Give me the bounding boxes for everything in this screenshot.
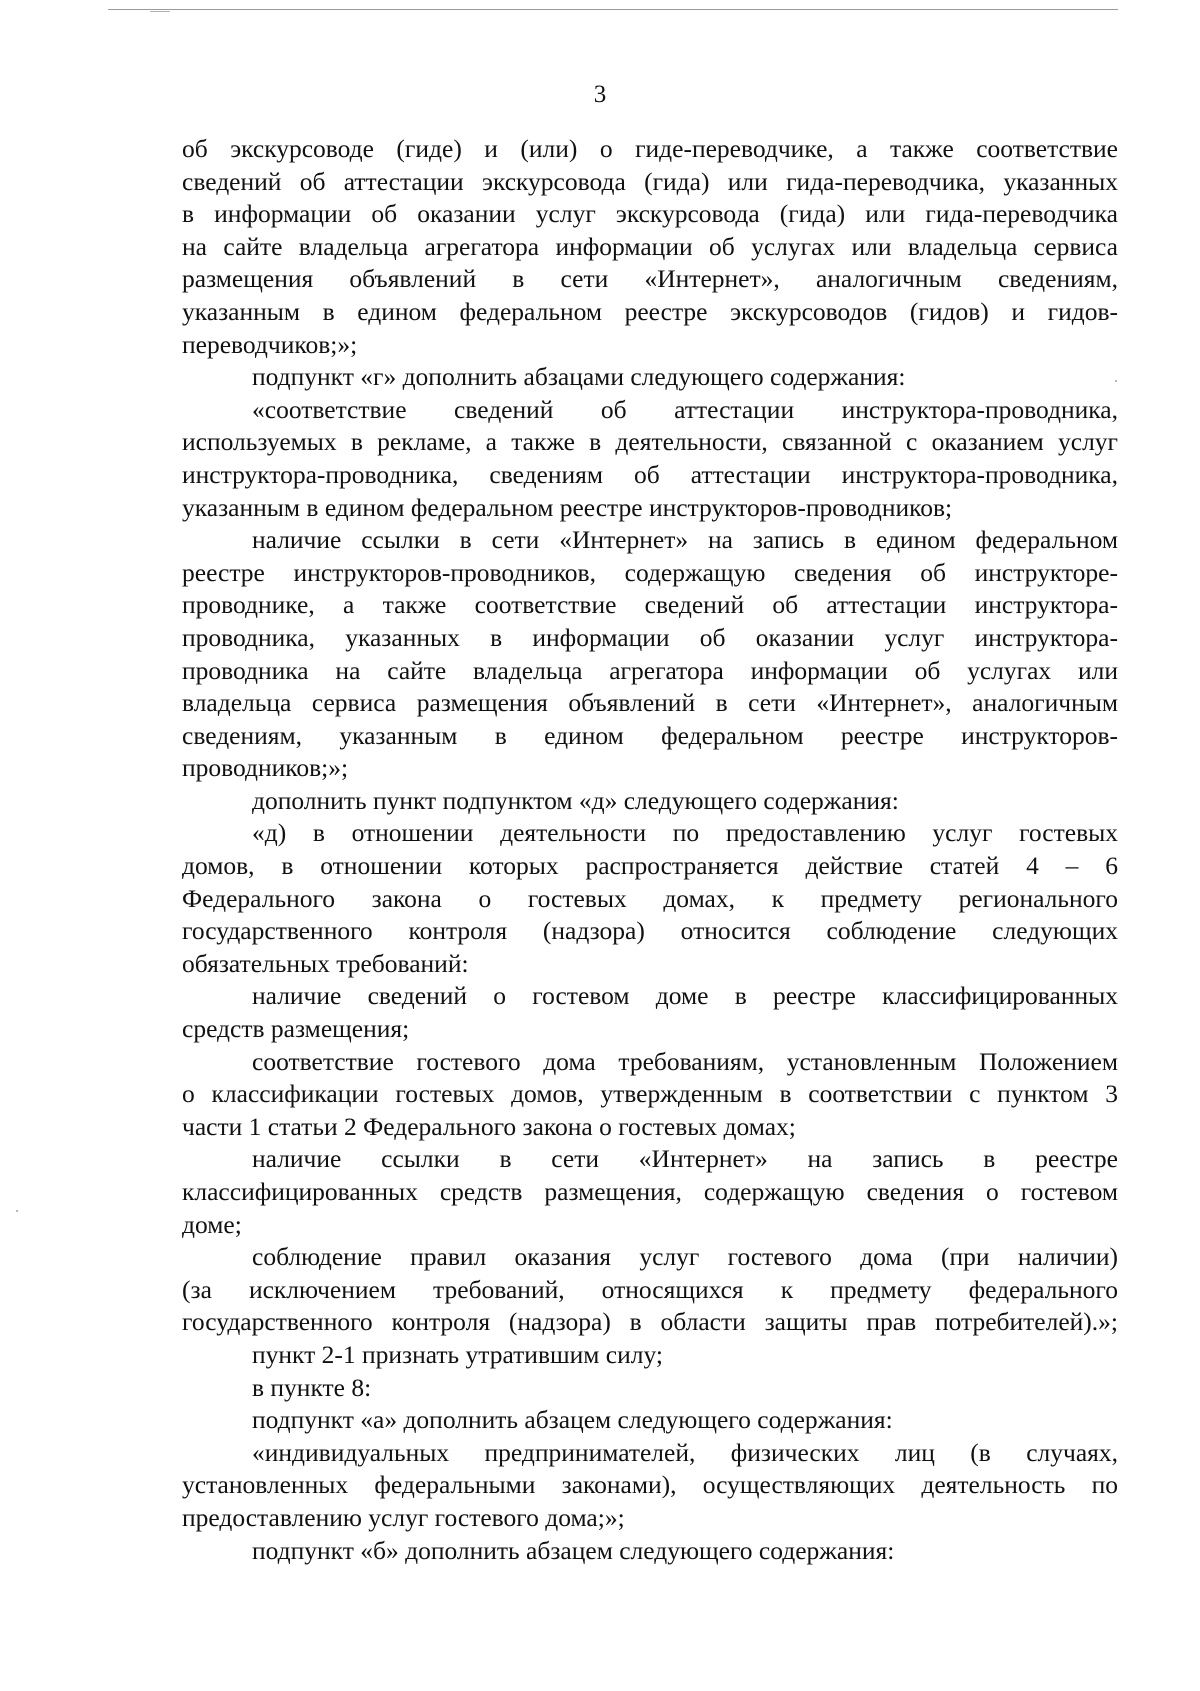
text-line: переводчиков;»; xyxy=(182,329,358,359)
document-body xyxy=(182,133,1118,1567)
text-line: реестре инструкторов-проводников, содержащую сведения об инструкторе- xyxy=(182,557,1118,587)
text-line: в пункте 8: xyxy=(252,1372,372,1402)
text-line: предоставлению услуг гостевого дома;»; xyxy=(182,1502,625,1532)
text-line: подпункт «а» дополнить абзацем следующего содержания: xyxy=(252,1405,893,1435)
text-line: сведений об аттестации экскурсовода (гида) или гида-переводчика, указанных xyxy=(182,166,1118,196)
text-line: части 1 статьи 2 Федерального закона о гостевых домах; xyxy=(182,1111,796,1141)
paragraph xyxy=(182,1143,1118,1241)
text-line: (за исключением требований, относящихся к предмету федерального xyxy=(182,1274,1118,1304)
text-line: в информации об оказании услуг экскурсовода (гида) или гида-переводчика xyxy=(182,199,1118,229)
text-line: указанным в едином федеральном реестре инструкторов-проводников; xyxy=(182,492,953,522)
text-line: проводника, указанных в информации об оказании услуг инструктора- xyxy=(182,622,1118,652)
text-line: «индивидуальных предпринимателей, физических лиц (в случаях, xyxy=(252,1437,1118,1467)
text-line: Федерального закона о гостевых домах, к предмету регионального xyxy=(182,883,1118,913)
text-line: наличие ссылки в сети «Интернет» на запись в реестре xyxy=(252,1144,1118,1174)
paragraph xyxy=(182,1241,1118,1339)
text-line: подпункт «б» дополнить абзацем следующего содержания: xyxy=(252,1535,895,1565)
text-line: владельца сервиса размещения объявлений в сети «Интернет», аналогичным xyxy=(182,688,1118,718)
text-line: классифицированных средств размещения, содержащую сведения о гостевом xyxy=(182,1177,1118,1206)
text-line: средств размещения; xyxy=(182,1014,410,1044)
scan-edge-line xyxy=(108,9,1118,10)
text-line: государственного контроля (надзора) относится соблюдение следующих xyxy=(182,916,1118,946)
text-line: установленных федеральными законами), осуществляющих деятельность по xyxy=(182,1470,1118,1500)
text-line: проводников;»; xyxy=(182,753,349,783)
text-line: «соответствие сведений об аттестации инструктора-проводника, xyxy=(252,394,1118,424)
paragraph xyxy=(182,1437,1118,1535)
text-line: наличие ссылки в сети «Интернет» на запись в едином федеральном xyxy=(252,525,1118,555)
scan-speck xyxy=(16,1210,18,1212)
paragraph xyxy=(182,361,1118,394)
text-line: об экскурсоводе (гиде) и (или) о гиде-переводчике, а также соответствие xyxy=(182,134,1118,163)
scan-edge-mark xyxy=(150,11,170,12)
text-line: соответствие гостевого дома требованиям, установленным Положением xyxy=(252,1046,1118,1076)
paragraph xyxy=(182,524,1118,785)
page-number: 3 xyxy=(593,81,607,108)
text-line: проводника на сайте владельца агрегатора информации об услугах или xyxy=(182,655,1118,685)
paragraph xyxy=(182,1046,1118,1144)
text-line: указанным в едином федеральном реестре экскурсоводов (гидов) и гидов- xyxy=(182,296,1118,326)
paragraph xyxy=(182,394,1118,524)
text-line: «д) в отношении деятельности по предоставлению услуг гостевых xyxy=(252,818,1118,848)
text-line: на сайте владельца агрегатора информации об услугах или владельца сервиса xyxy=(182,231,1118,261)
text-line: о классификации гостевых домов, утвержденным в соответствии с пунктом 3 xyxy=(182,1079,1118,1109)
text-line: проводнике, а также соответствие сведений об аттестации инструктора- xyxy=(182,590,1118,620)
text-line: наличие сведений о гостевом доме в реестре классифицированных xyxy=(252,981,1118,1011)
paragraph xyxy=(182,1339,1118,1372)
text-line: сведениям, указанным в едином федеральном реестре инструкторов- xyxy=(182,720,1118,750)
paragraph xyxy=(182,1404,1118,1437)
text-line: государственного контроля (надзора) в области защиты прав потребителей).»; xyxy=(182,1307,1118,1337)
text-line: соблюдение правил оказания услуг гостевого дома (при наличии) xyxy=(252,1242,1118,1272)
text-line: подпункт «г» дополнить абзацами следующего содержания: xyxy=(252,362,906,392)
text-line: используемых в рекламе, а также в деятельности, связанной с оказанием услуг xyxy=(182,427,1118,457)
paragraph xyxy=(182,817,1118,980)
text-line: доме; xyxy=(182,1209,242,1239)
text-line: пункт 2-1 признать утратившим силу; xyxy=(252,1339,663,1369)
text-line: домов, в отношении которых распространяется действие статей 4 – 6 xyxy=(182,851,1118,881)
text-line: обязательных требований: xyxy=(182,948,469,978)
paragraph xyxy=(182,1535,1118,1568)
paragraph xyxy=(182,1372,1118,1405)
paragraph xyxy=(182,133,1118,361)
paragraph xyxy=(182,785,1118,818)
text-line: инструктора-проводника, сведениям об аттестации инструктора-проводника, xyxy=(182,459,1118,489)
paragraph xyxy=(182,980,1118,1045)
text-line: дополнить пункт подпунктом «д» следующего содержания: xyxy=(252,785,899,815)
text-line: размещения объявлений в сети «Интернет», аналогичным сведениям, xyxy=(182,264,1118,294)
